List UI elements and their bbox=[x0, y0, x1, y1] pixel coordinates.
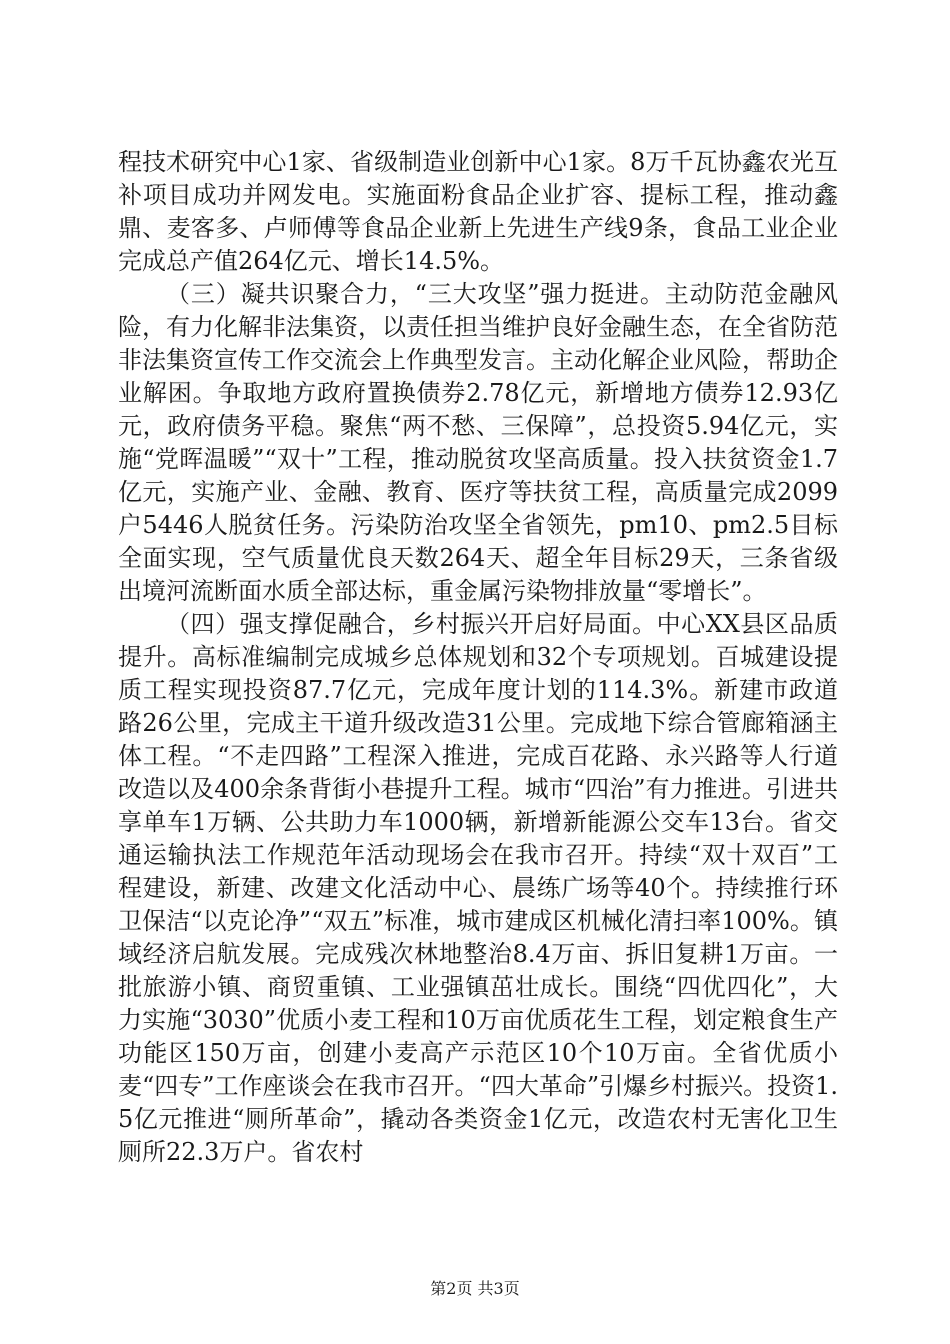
paragraph-three-major-battles: （三）凝共识聚合力，“三大攻坚”强力挺进。主动防范金融风险，有力化解非法集资，以责任担当维护良好金融生态，在全省防范非法集资宣传工作交流会上作典型发言。主动化解企业风险，帮助企业解困。争取地方政府置换债券2.78亿元，新增地方债券12.93亿元，政府债务平稳。聚焦“两不愁、三保障”，总投资5.94亿元，实施“党晖温暖”“双十”工程，推动脱贫攻坚高质量。投入扶贫资金1.7亿元，实施产业、金融、教育、医疗等扶贫工程，高质量完成2099户5446人脱贫任务。污染防治攻坚全省领先，pm10、pm2.5目标全面实现，空气质量优良天数264天、超全年目标29天，三条省级出境河流断面水质全部达标，重金属污染物排放量“零增长”。 bbox=[118, 280, 838, 605]
paragraph-continuation: 程技术研究中心1家、省级制造业创新中心1家。8万千瓦协鑫农光互补项目成功并网发电。实施面粉食品企业扩容、提标工程，推动鑫鼎、麦客多、卢师傅等食品企业新上先进生产线9条，食品工业企业完成总产值264亿元、增长14.5%。 bbox=[118, 148, 838, 275]
paragraph-rural-revitalization: （四）强支撑促融合，乡村振兴开启好局面。中心XX县区品质提升。高标准编制完成城乡总体规划和32个专项规划。百城建设提质工程实现投资87.7亿元，完成年度计划的114.3%。新建市政道路26公里，完成主干道升级改造31公里。完成地下综合管廊箱涵主体工程。“不走四路”工程深入推进，完成百花路、永兴路等人行道改造以及400余条背街小巷提升工程。城市“四治”有力推进。引进共享单车1万辆、公共助力车1000辆，新增新能源公交车13台。省交通运输执法工作规范年活动现场会在我市召开。持续“双十双百”工程建设，新建、改建文化活动中心、晨练广场等40个。持续推行环卫保洁“以克论净”“双五”标准，城市建成区机械化清扫率100%。镇域经济启航发展。完成残次林地整治8.4万亩、拆旧复耕1万亩。一批旅游小镇、商贸重镇、工业强镇茁壮成长。围绕“四优四化”，大力实施“3030”优质小麦工程和10万亩优质花生工程，划定粮食生产功能区150万亩，创建小麦高产示范区10个10万亩。全省优质小麦“四专”工作座谈会在我市召开。“四大革命”引爆乡村振兴。投资1.5亿元推进“厕所革命”，撬动各类资金1亿元，改造农村无害化卫生厕所22.3万户。省农村 bbox=[118, 610, 838, 1166]
document-body bbox=[118, 146, 838, 1169]
page-number-footer: 第2页 共3页 bbox=[430, 1279, 520, 1298]
